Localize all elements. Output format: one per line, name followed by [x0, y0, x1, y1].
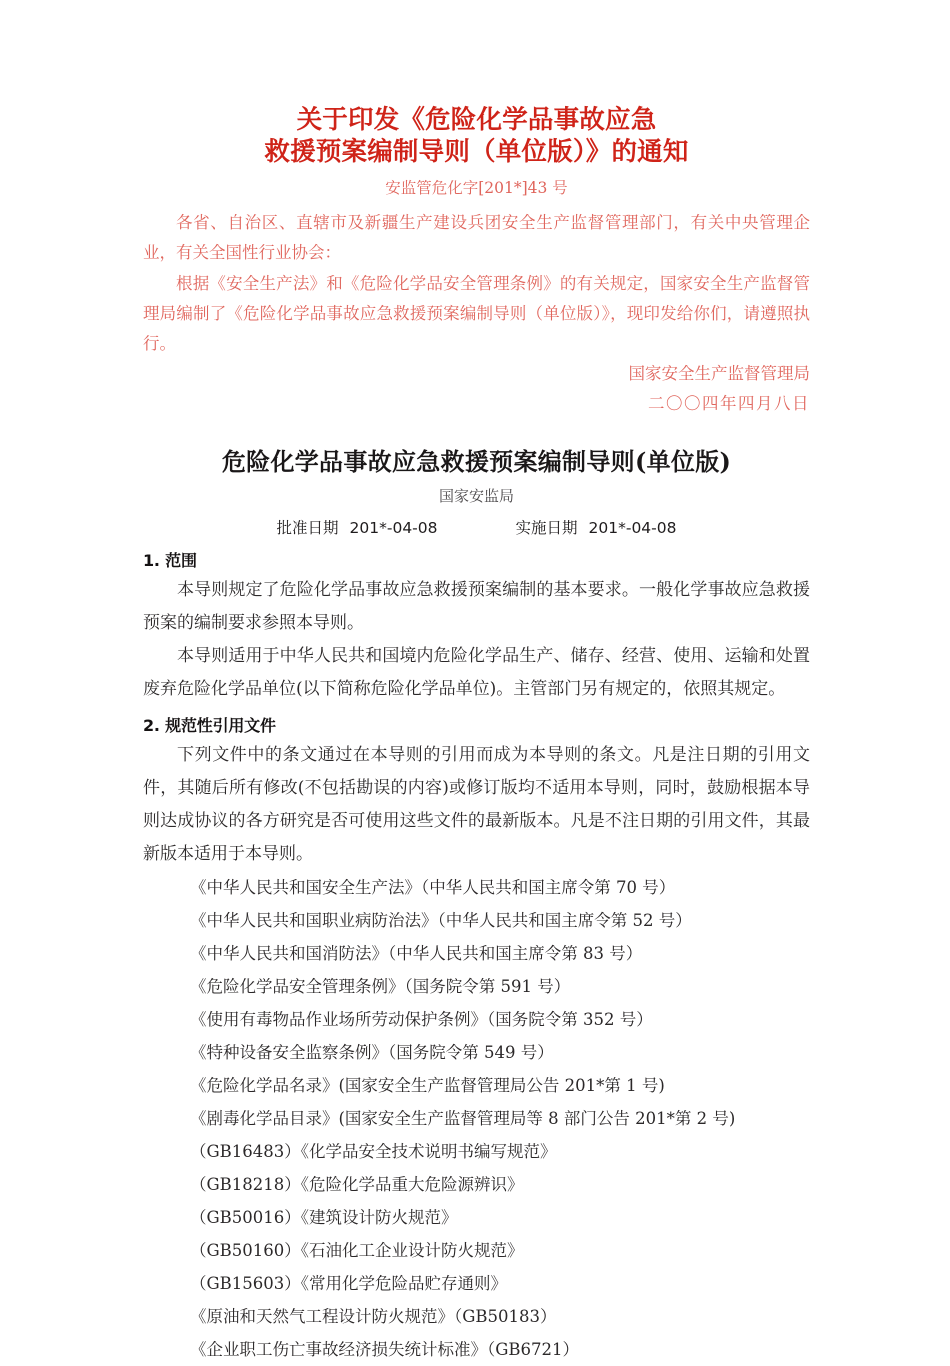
list-item: 《中华人民共和国消防法》（中华人民共和国主席令第 83 号）	[190, 944, 643, 963]
guideline-issuer: 国家安监局	[438, 487, 514, 505]
list-item: 《特种设备安全监察条例》（国务院令第 549 号）	[190, 1043, 554, 1062]
notice-document-number: 安监管危化字[201*]43 号	[385, 179, 568, 197]
list-item: （GB18218）《危险化学品重大危险源辨识》	[190, 1175, 524, 1194]
notice-title-line-1: 关于印发《危险化学品事故应急	[296, 105, 657, 135]
guideline-heading: 危险化学品事故应急救援预案编制导则(单位版)	[221, 447, 732, 476]
notice-addressee: 各省、自治区、直辖市及新疆生产建设兵团安全生产监督管理部门，有关中央管理企业，有关全国性行业协会：	[143, 213, 810, 262]
list-item: 《中华人民共和国职业病防治法》（中华人民共和国主席令第 52 号）	[190, 911, 692, 930]
section-1-paragraph-2: 本导则适用于中华人民共和国境内危险化学品生产、储存、经营、使用、运输和处置废弃危险化学品单位(以下简称危险化学品单位)。主管部门另有规定的，依照其规定。	[143, 646, 810, 699]
section-2-paragraph-1: 下列文件中的条文通过在本导则的引用而成为本导则的条文。凡是注日期的引用文件，其随后所有修改(不包括勘误的内容)或修订版均不适用本导则，同时，鼓励根据本导则达成协议的各方研究是否可使用这些文件的最新版本。凡是不注日期的引用文件，其最新版本适用于本导则。	[143, 745, 810, 864]
list-item: 《原油和天然气工程设计防火规范》（GB50183）	[190, 1307, 557, 1326]
approval-date-value: 201*-04-08	[349, 519, 438, 537]
list-item: 《企业职工伤亡事故经济损失统计标准》（GB6721）	[190, 1340, 580, 1359]
list-item: 《危险化学品名录》(国家安全生产监督管理局公告 201*第 1 号)	[190, 1076, 665, 1095]
list-item: （GB15603）《常用化学危险品贮存通则》	[190, 1274, 508, 1293]
notice-signature-date: 二〇〇四年四月八日	[648, 394, 810, 413]
list-item: 《使用有毒物品作业场所劳动保护条例》（国务院令第 352 号）	[190, 1010, 653, 1029]
section-heading-scope: 1. 范围	[143, 551, 197, 570]
list-item: 《中华人民共和国安全生产法》（中华人民共和国主席令第 70 号）	[190, 878, 676, 897]
section-heading-normative-references: 2. 规范性引用文件	[143, 716, 276, 735]
effective-date-value: 201*-04-08	[588, 519, 677, 537]
notice-body: 根据《安全生产法》和《危险化学品安全管理条例》的有关规定，国家安全生产监督管理局编制了《危险化学品事故应急救援预案编制导则（单位版）》，现印发给你们，请遵照执行。	[143, 274, 810, 353]
document-content	[143, 0, 810, 1366]
list-item: （GB16483）《化学品安全技术说明书编写规范》	[190, 1142, 557, 1161]
notice-signature-org: 国家安全生产监督管理局	[628, 364, 810, 383]
list-item: 《剧毒化学品目录》(国家安全生产监督管理局等 8 部门公告 201*第 2 号)	[190, 1109, 736, 1128]
notice-title	[143, 0, 810, 168]
effective-date-label: 实施日期	[515, 519, 578, 537]
list-item: 《危险化学品安全管理条例》（国务院令第 591 号）	[190, 977, 571, 996]
guideline-date-row	[143, 508, 810, 541]
normative-reference-list	[143, 871, 810, 1366]
section-1-paragraph-1: 本导则规定了危险化学品事故应急救援预案编制的基本要求。一般化学事故应急救援预案的编制要求参照本导则。	[143, 580, 810, 633]
list-item: （GB50160）《石油化工企业设计防火规范》	[190, 1241, 524, 1260]
approval-date-label: 批准日期	[276, 519, 339, 537]
notice-title-line-2: 救援预案编制导则（单位版）》的通知	[264, 137, 689, 167]
list-item: （GB50016）《建筑设计防火规范》	[190, 1208, 458, 1227]
